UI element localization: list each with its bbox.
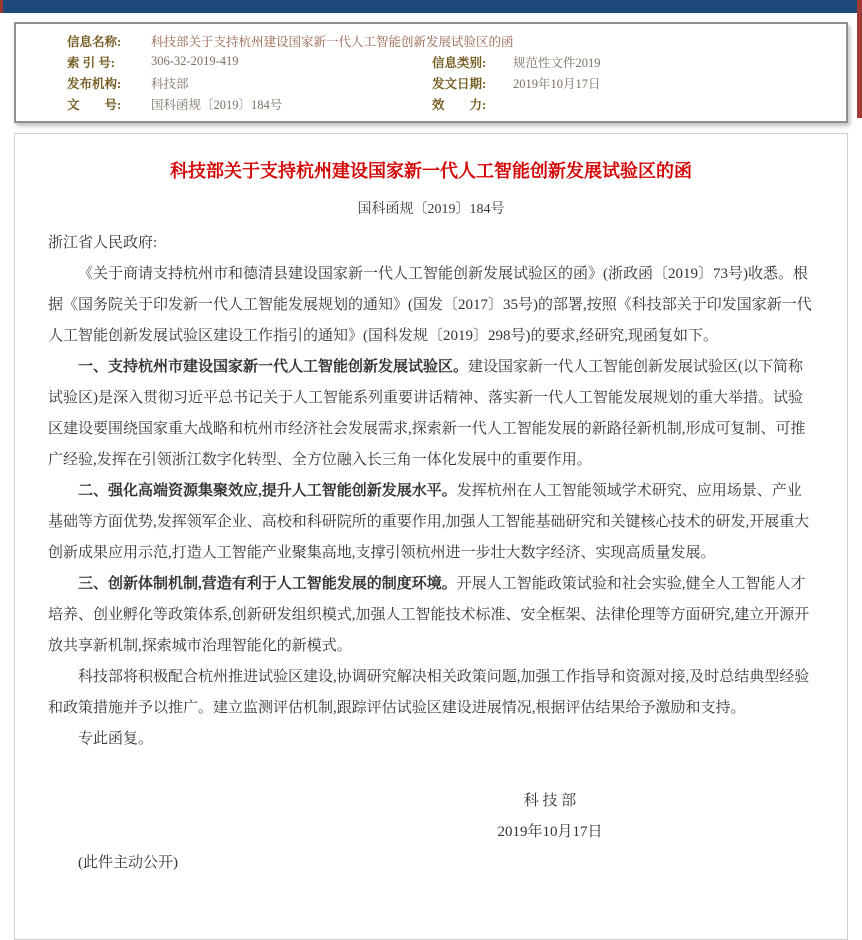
meta-label-info-name: 信息名称:: [67, 34, 122, 49]
paragraph-item-3: [48, 569, 814, 662]
meta-row-docnumber: [16, 93, 846, 114]
meta-value-issue-date: 2019年10月17日: [513, 76, 601, 91]
signature-block: [445, 786, 655, 848]
meta-row-index: [16, 51, 846, 72]
meta-value-info-name: 科技部关于支持杭州建设国家新一代人工智能创新发展试验区的函: [151, 34, 514, 49]
meta-label-index-number: 索 引 号:: [67, 55, 115, 70]
header-right-red-strip: [857, 0, 862, 118]
meta-row-name: [16, 30, 846, 51]
signature-agency: 科 技 部: [523, 793, 577, 809]
meta-value-info-category: 规范性文件2019: [513, 55, 601, 70]
document-content-box: [14, 133, 848, 940]
meta-label-issue-date: 发文日期:: [432, 76, 487, 91]
salutation: 浙江省人民政府:: [48, 235, 158, 251]
meta-label-document-number: 文 号:: [67, 97, 122, 112]
meta-value-index-number: 306-32-2019-419: [151, 54, 239, 68]
footer-disclosure-note: (此件主动公开): [78, 855, 178, 871]
top-navigation-bar: [0, 0, 862, 13]
paragraph-intro: 《关于商请支持杭州市和德清县建设国家新一代人工智能创新发展试验区的函》(浙政函〔2019〕73号)收悉。根据《国务院关于印发新一代人工智能发展规划的通知》(国发〔2017〕35号)的部署,按照《科技部关于印发国家新一代人工智能创新发展试验区建设工作指引的通知》(国科发规〔2019〕298号)的要求,经研究,现函复如下。: [48, 266, 812, 344]
meta-label-info-category: 信息类别:: [432, 55, 487, 70]
document-body: [48, 228, 814, 755]
signature-date: 2019年10月17日: [497, 824, 603, 840]
meta-label-issuing-agency: 发布机构:: [67, 76, 122, 91]
paragraph-item-2: [48, 476, 814, 569]
paragraph-item-2-lead: 二、强化高端资源集聚效应,提升人工智能创新发展水平。: [78, 483, 457, 499]
meta-row-agency: [16, 72, 846, 93]
meta-value-issuing-agency: 科技部: [151, 76, 189, 91]
document-metadata-box: [14, 22, 848, 123]
meta-label-validity: 效 力:: [432, 97, 487, 112]
document-title: 科技部关于支持杭州建设国家新一代人工智能创新发展试验区的函: [170, 161, 692, 181]
paragraph-item-3-lead: 三、创新体制机制,营造有利于人工智能发展的制度环境。: [78, 576, 457, 592]
meta-value-document-number: 国科函规〔2019〕184号: [151, 97, 283, 112]
paragraph-item-1-body: 建设国家新一代人工智能创新发展试验区(以下简称试验区)是深入贯彻习近平总书记关于人工智能系列重要讲话精神、落实新一代人工智能发展规划的重大举措。试验区建设要围绕国家重大战略和杭州市经济社会发展需求,探索新一代人工智能发展的新路径新机制,形成可复制、可推广经验,发挥在引领浙江数字化转型、全方位融入长三角一体化发展中的重要作用。: [48, 359, 806, 468]
paragraph-support: 科技部将积极配合杭州推进试验区建设,协调研究解决相关政策问题,加强工作指导和资源对接,及时总结典型经验和政策措施并予以推广。建立监测评估机制,跟踪评估试验区建设进展情况,根据评估结果给予激励和支持。: [48, 669, 810, 716]
paragraph-closing: 专此函复。: [78, 731, 154, 747]
paragraph-item-1-lead: 一、支持杭州市建设国家新一代人工智能创新发展试验区。: [78, 359, 469, 375]
topbar-left-red-accent: [0, 0, 3, 13]
paragraph-item-3-body: 开展人工智能政策试验和社会实验,健全人工智能人才培养、创业孵化等政策体系,创新研发组织模式,加强人工智能技术标准、安全框架、法律伦理等方面研究,建立开源开放共享新机制,探索城市治理智能化的新模式。: [48, 576, 810, 654]
paragraph-item-2-body: 发挥杭州在人工智能领域学术研究、应用场景、产业基础等方面优势,发挥领军企业、高校和科研院所的重要作用,加强人工智能基础研究和关键核心技术的研发,开展重大创新成果应用示范,打造人工智能产业聚集高地,支撑引领杭州进一步壮大数字经济、实现高质量发展。: [48, 483, 810, 561]
paragraph-item-1: [48, 352, 814, 476]
document-reference-number: 国科函规〔2019〕184号: [357, 202, 505, 217]
